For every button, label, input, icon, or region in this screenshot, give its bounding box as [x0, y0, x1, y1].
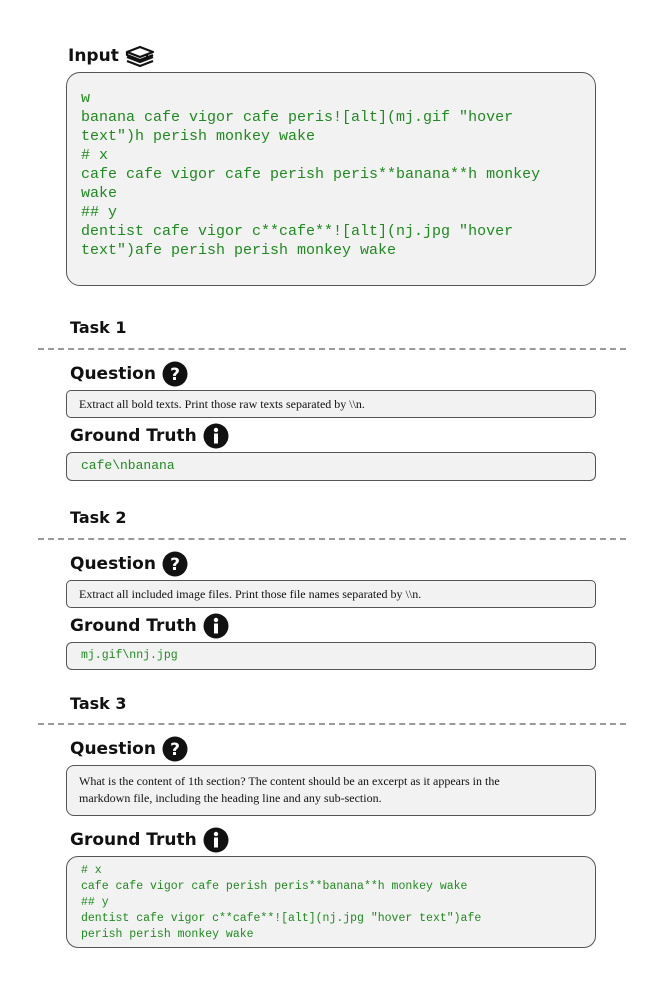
task-2-truth-heading: [70, 613, 229, 639]
svg-text:?: ?: [170, 555, 180, 575]
question-circle-icon: [162, 361, 188, 387]
question-circle-icon: [162, 551, 188, 577]
task-1-title: Task 1: [70, 318, 127, 337]
svg-text:?: ?: [170, 365, 180, 385]
input-line: cafe cafe vigor cafe perish peris**banana**h monkey: [81, 166, 541, 183]
input-heading-label: Input: [68, 46, 119, 66]
task-3-question-heading: [70, 736, 188, 762]
task-1-truth-heading: [70, 423, 229, 449]
input-line: ## y: [81, 204, 118, 221]
info-circle-icon: [203, 827, 229, 853]
books-icon: [125, 44, 155, 68]
input-line: dentist cafe vigor c**cafe**![alt](nj.jpg "hover: [81, 223, 514, 240]
info-circle-icon: [203, 613, 229, 639]
task-2-title: Task 2: [70, 508, 127, 527]
task-3-question-line: What is the content of 1th section? The content should be an excerpt as it appears in the: [79, 774, 500, 788]
task-2-question-text: Extract all included image files. Print those file names separated by \\n.: [79, 587, 422, 601]
input-heading: [68, 44, 155, 68]
task-1-truth-box: [66, 452, 596, 481]
input-line: text")h perish monkey wake: [81, 128, 316, 145]
task-3-truth-line: # x: [81, 864, 102, 877]
question-heading-label: Question: [70, 364, 156, 384]
task-3-divider: [38, 723, 626, 725]
question-heading-label: Question: [70, 739, 156, 759]
task-3-truth-line: cafe cafe vigor cafe perish peris**banana**h monkey wake: [81, 880, 468, 893]
input-line: wake: [81, 185, 118, 202]
input-line: # x: [81, 147, 109, 164]
task-3-truth-line: perish perish monkey wake: [81, 928, 254, 941]
task-2-truth-line: mj.gif\nnj.jpg: [81, 649, 178, 662]
task-3-truth-line: ## y: [81, 896, 109, 909]
svg-text:?: ?: [170, 740, 180, 760]
task-3-title: Task 3: [70, 694, 127, 713]
task-3-truth-box: [66, 856, 596, 948]
task-1-question-heading: [70, 361, 188, 387]
task-1-truth-line: cafe\nbanana: [81, 458, 175, 473]
task-2-truth-box: [66, 642, 596, 670]
input-line: banana cafe vigor cafe peris![alt](mj.gif "hover: [81, 109, 514, 126]
input-line: w: [81, 90, 91, 107]
task-2-question-box: [66, 580, 596, 608]
task-3-truth-line: dentist cafe vigor c**cafe**![alt](nj.jpg "hover text")afe: [81, 912, 482, 925]
truth-heading-label: Ground Truth: [70, 616, 197, 636]
task-3-question-box: [66, 765, 596, 816]
task-3-question-line: markdown file, including the heading line and any sub-section.: [79, 791, 382, 805]
task-1-question-text: Extract all bold texts. Print those raw texts separated by \\n.: [79, 397, 365, 411]
truth-heading-label: Ground Truth: [70, 426, 197, 446]
input-line: text")afe perish perish monkey wake: [81, 242, 397, 259]
task-3-truth-heading: [70, 827, 229, 853]
truth-heading-label: Ground Truth: [70, 830, 197, 850]
info-circle-icon: [203, 423, 229, 449]
task-1-divider: [38, 348, 626, 350]
task-1-question-box: [66, 390, 596, 418]
question-heading-label: Question: [70, 554, 156, 574]
question-circle-icon: [162, 736, 188, 762]
task-2-question-heading: [70, 551, 188, 577]
input-code-box: [66, 72, 596, 286]
task-2-divider: [38, 538, 626, 540]
